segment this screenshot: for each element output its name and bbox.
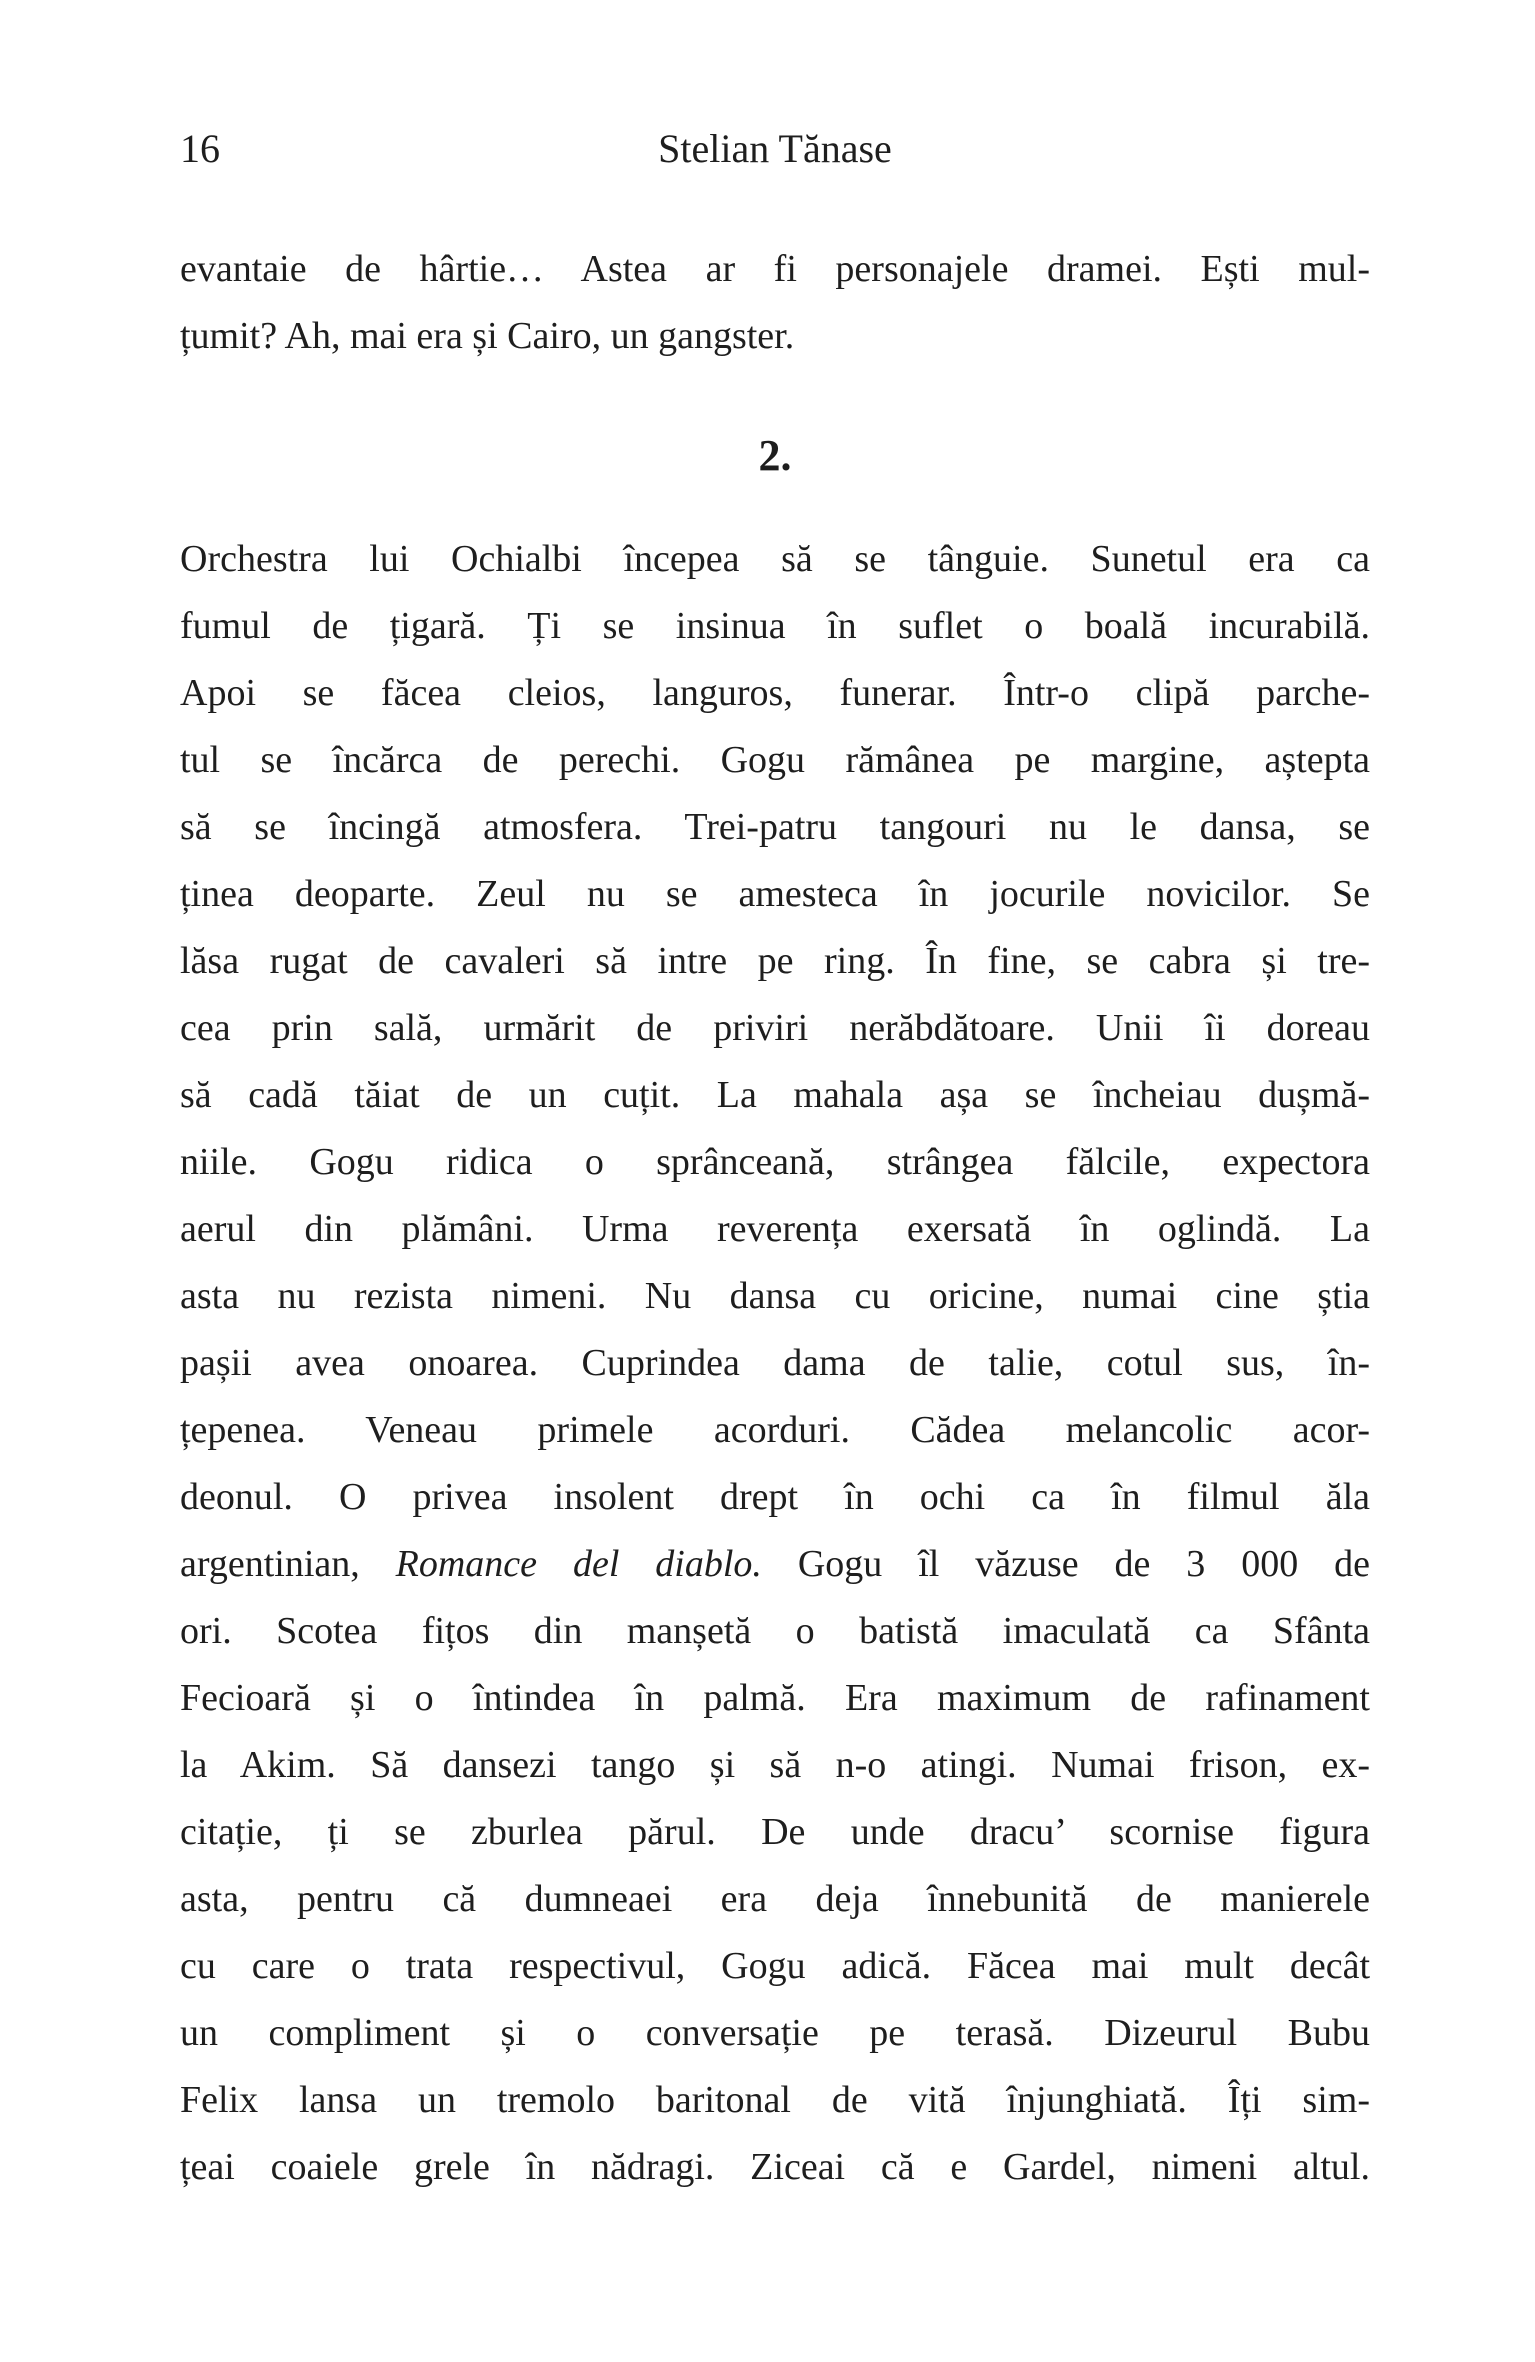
text-line: asta nu rezista nimeni. Nu dansa cu oricine, numai cine știa — [180, 1275, 1370, 1317]
text-line: aerul din plămâni. Urma reverența exersată în oglindă. La — [180, 1208, 1370, 1250]
main-paragraph — [180, 526, 1370, 2201]
text-line: cea prin sală, urmărit de priviri nerăbdătoare. Unii îi doreau — [180, 1007, 1370, 1049]
text-line: evantaie de hârtie… Astea ar fi personajele dramei. Ești mul- — [180, 248, 1370, 290]
text-line: la Akim. Să dansezi tango și să n-o atingi. Numai frison, ex- — [180, 1744, 1370, 1786]
text-line: țepenea. Veneau primele acorduri. Cădea melancolic acor- — [180, 1409, 1370, 1451]
text-line: asta, pentru că dumneaei era deja înnebunită de manierele — [180, 1878, 1370, 1920]
text-line: fumul de țigară. Ți se insinua în suflet o boală incurabilă. — [180, 605, 1370, 647]
text-line: tul se încărca de perechi. Gogu rămânea pe margine, aștepta — [180, 739, 1370, 781]
text-line: cu care o trata respectivul, Gogu adică. Făcea mai mult decât — [180, 1945, 1370, 1987]
text-line: țumit? Ah, mai era și Cairo, un gangster. — [180, 315, 795, 357]
page-number: 16 — [180, 126, 220, 171]
text-line: un compliment și o conversație pe terasă. Dizeurul Bubu — [180, 2012, 1370, 2054]
text-line: citație, ți se zburlea părul. De unde dracu’ scornise figura — [180, 1811, 1370, 1853]
text-line: Orchestra lui Ochialbi începea să se tânguie. Sunetul era ca — [180, 538, 1370, 580]
text-segment: argentinian, — [180, 1543, 396, 1585]
text-line: Felix lansa un tremolo baritonal de vită înjunghiată. Îți sim- — [180, 2079, 1370, 2121]
text-line: Fecioară și o întindea în palmă. Era maximum de rafinament — [180, 1677, 1370, 1719]
text-line: ținea deoparte. Zeul nu se amesteca în jocurile novicilor. Se — [180, 873, 1370, 915]
text-line: să cadă tăiat de un cuțit. La mahala așa se încheiau dușmă- — [180, 1074, 1370, 1116]
text-line: ori. Scotea fițos din manșetă o batistă imaculată ca Sfânta — [180, 1610, 1370, 1652]
italic-film-title: Romance del diablo. — [395, 1543, 762, 1585]
text-line: niile. Gogu ridica o sprânceană, strângea fălcile, expectora — [180, 1141, 1370, 1183]
text-line: Apoi se făcea cleios, languros, funerar. Într-o clipă parche- — [180, 672, 1370, 714]
text-line: deonul. O privea insolent drept în ochi ca în filmul ăla — [180, 1476, 1370, 1518]
opening-paragraph — [180, 236, 1370, 370]
text-segment: Gogu îl văzuse de 3 000 de — [761, 1543, 1370, 1585]
text-line: lăsa rugat de cavaleri să intre pe ring. În fine, se cabra și tre- — [180, 940, 1370, 982]
text-line: să se încingă atmosfera. Trei-patru tangouri nu le dansa, se — [180, 806, 1370, 848]
text-line: pașii avea onoarea. Cuprindea dama de talie, cotul sus, în- — [180, 1342, 1370, 1384]
section-heading: 2. — [758, 431, 792, 480]
page-header — [180, 125, 1370, 173]
text-line — [180, 1531, 1370, 1598]
running-title: Stelian Tănase — [658, 126, 892, 171]
text-line: țeai coaiele grele în nădragi. Ziceai că e Gardel, nimeni altul. — [180, 2146, 1370, 2188]
